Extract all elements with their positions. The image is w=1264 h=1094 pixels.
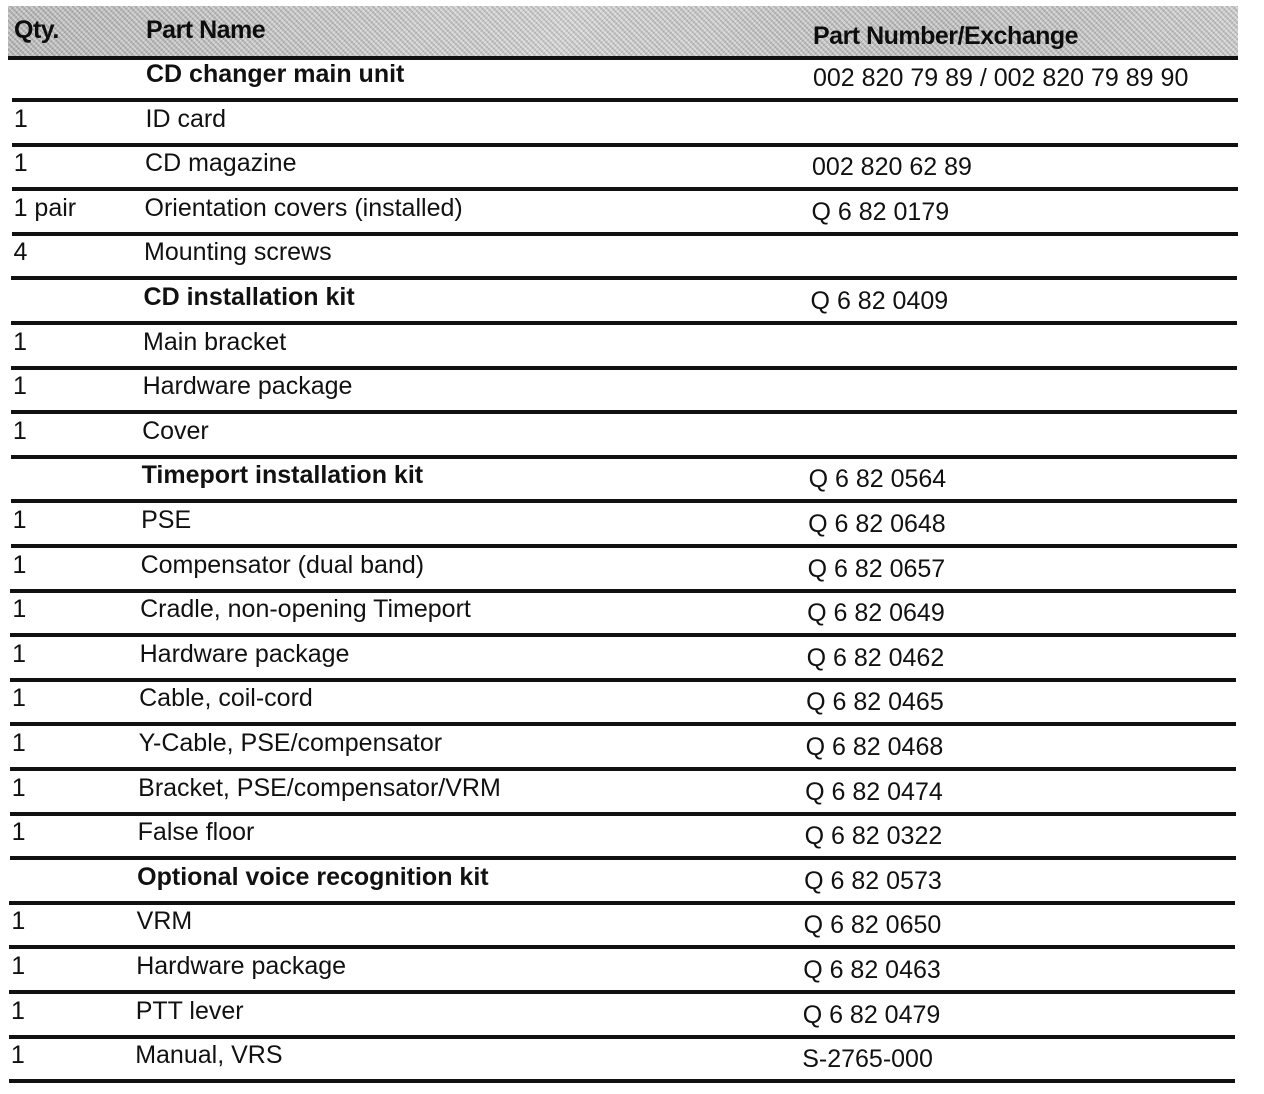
table-row xyxy=(12,188,1238,236)
part-name-cell: Cable, coil-cord xyxy=(139,684,313,713)
part-number-cell: Q 6 82 0648 xyxy=(808,510,946,538)
part-number-cell: S-2765-000 xyxy=(802,1045,933,1074)
table-row xyxy=(9,1035,1235,1083)
part-name-cell: Cradle, non-opening Timeport xyxy=(140,595,471,624)
table-header xyxy=(8,6,1238,60)
part-number-cell: Q 6 82 0564 xyxy=(808,465,947,494)
part-name-cell: Main bracket xyxy=(143,327,287,356)
qty-cell: 1 xyxy=(11,952,26,980)
qty-cell: 1 pair xyxy=(13,193,77,222)
section-row xyxy=(12,54,1238,102)
qty-cell: 1 xyxy=(11,996,25,1025)
part-name-cell: Compensator (dual band) xyxy=(140,550,425,579)
section-row xyxy=(9,857,1235,905)
part-name-cell: Bracket, PSE/compensator/VRM xyxy=(138,773,501,802)
table-row xyxy=(10,812,1236,860)
qty-cell: 1 xyxy=(12,639,27,668)
part-number-cell: Q 6 82 0465 xyxy=(806,688,944,717)
table-row xyxy=(12,143,1238,191)
part-number-cell: Q 6 82 0649 xyxy=(807,599,945,628)
table-row xyxy=(11,500,1237,548)
qty-cell: 4 xyxy=(13,238,28,267)
qty-cell: 1 xyxy=(13,372,27,401)
table-row xyxy=(11,411,1237,459)
part-number-cell: Q 6 82 0322 xyxy=(804,822,943,851)
table-row xyxy=(10,634,1236,682)
qty-cell: 1 xyxy=(11,729,26,757)
qty-cell: 1 xyxy=(11,818,26,847)
part-name-cell: Hardware package xyxy=(142,372,353,401)
section-row xyxy=(11,455,1237,503)
table-row xyxy=(10,723,1236,771)
table-row xyxy=(10,768,1236,816)
part-number-cell: Q 6 82 0474 xyxy=(805,777,943,806)
part-name-cell: Mounting screws xyxy=(144,238,332,267)
table-row xyxy=(9,901,1235,949)
qty-cell: 1 xyxy=(12,416,27,445)
part-number-cell: Q 6 82 0462 xyxy=(806,643,945,672)
qty-cell: 1 xyxy=(13,149,28,178)
part-name-cell: False floor xyxy=(137,818,255,847)
qty-cell: 1 xyxy=(13,327,28,356)
part-name-cell: Orientation covers (installed) xyxy=(144,193,463,222)
part-name-cell: Hardware package xyxy=(136,952,347,980)
section-title: Timeport installation kit xyxy=(141,461,424,490)
part-number-cell: Q 6 82 0650 xyxy=(803,911,942,940)
table-row xyxy=(11,322,1237,370)
section-title: CD changer main unit xyxy=(146,60,405,88)
part-number-cell: Q 6 82 0657 xyxy=(807,554,946,583)
table-row xyxy=(9,991,1235,1039)
qty-cell: 1 xyxy=(13,104,28,133)
part-name-cell: Y-Cable, PSE/compensator xyxy=(138,729,443,757)
qty-cell: 1 xyxy=(12,595,27,624)
part-number-cell: Q 6 82 0468 xyxy=(805,733,944,761)
table-row xyxy=(10,678,1236,726)
part-number-cell: Q 6 82 0573 xyxy=(804,866,942,895)
header-part-number: Part Number/Exchange xyxy=(813,22,1079,50)
part-name-cell: Cover xyxy=(142,416,209,445)
part-name-cell: PTT lever xyxy=(135,996,244,1025)
part-number-cell: Q 6 82 0409 xyxy=(810,287,949,315)
table-row xyxy=(11,232,1237,280)
table-row xyxy=(10,545,1236,593)
section-row xyxy=(11,277,1237,325)
table-row xyxy=(11,366,1237,414)
part-name-cell: ID card xyxy=(145,104,227,133)
part-name-cell: Manual, VRS xyxy=(135,1041,283,1070)
section-title: Optional voice recognition kit xyxy=(137,862,489,891)
qty-cell: 1 xyxy=(11,773,26,802)
part-number-cell: Q 6 82 0479 xyxy=(802,1000,941,1029)
part-number-cell: 002 820 62 89 xyxy=(812,153,972,182)
table-row xyxy=(9,946,1235,994)
part-name-cell: CD magazine xyxy=(145,149,297,178)
part-number-cell: Q 6 82 0179 xyxy=(811,197,950,226)
qty-cell: 1 xyxy=(12,684,26,713)
part-name-cell: Hardware package xyxy=(139,639,350,668)
section-title: CD installation kit xyxy=(143,283,355,311)
table-row xyxy=(12,99,1238,147)
qty-cell: 1 xyxy=(10,1041,25,1070)
header-qty: Qty. xyxy=(14,16,59,44)
part-number-cell: 002 820 79 89 / 002 820 79 89 90 xyxy=(813,64,1189,92)
part-number-cell: Q 6 82 0463 xyxy=(803,956,941,984)
qty-cell: 1 xyxy=(12,506,27,534)
header-part-name: Part Name xyxy=(146,16,266,44)
table-row xyxy=(10,589,1236,637)
part-name-cell: VRM xyxy=(136,907,193,936)
qty-cell: 1 xyxy=(12,550,27,579)
part-name-cell: PSE xyxy=(141,506,192,534)
qty-cell: 1 xyxy=(11,907,26,936)
